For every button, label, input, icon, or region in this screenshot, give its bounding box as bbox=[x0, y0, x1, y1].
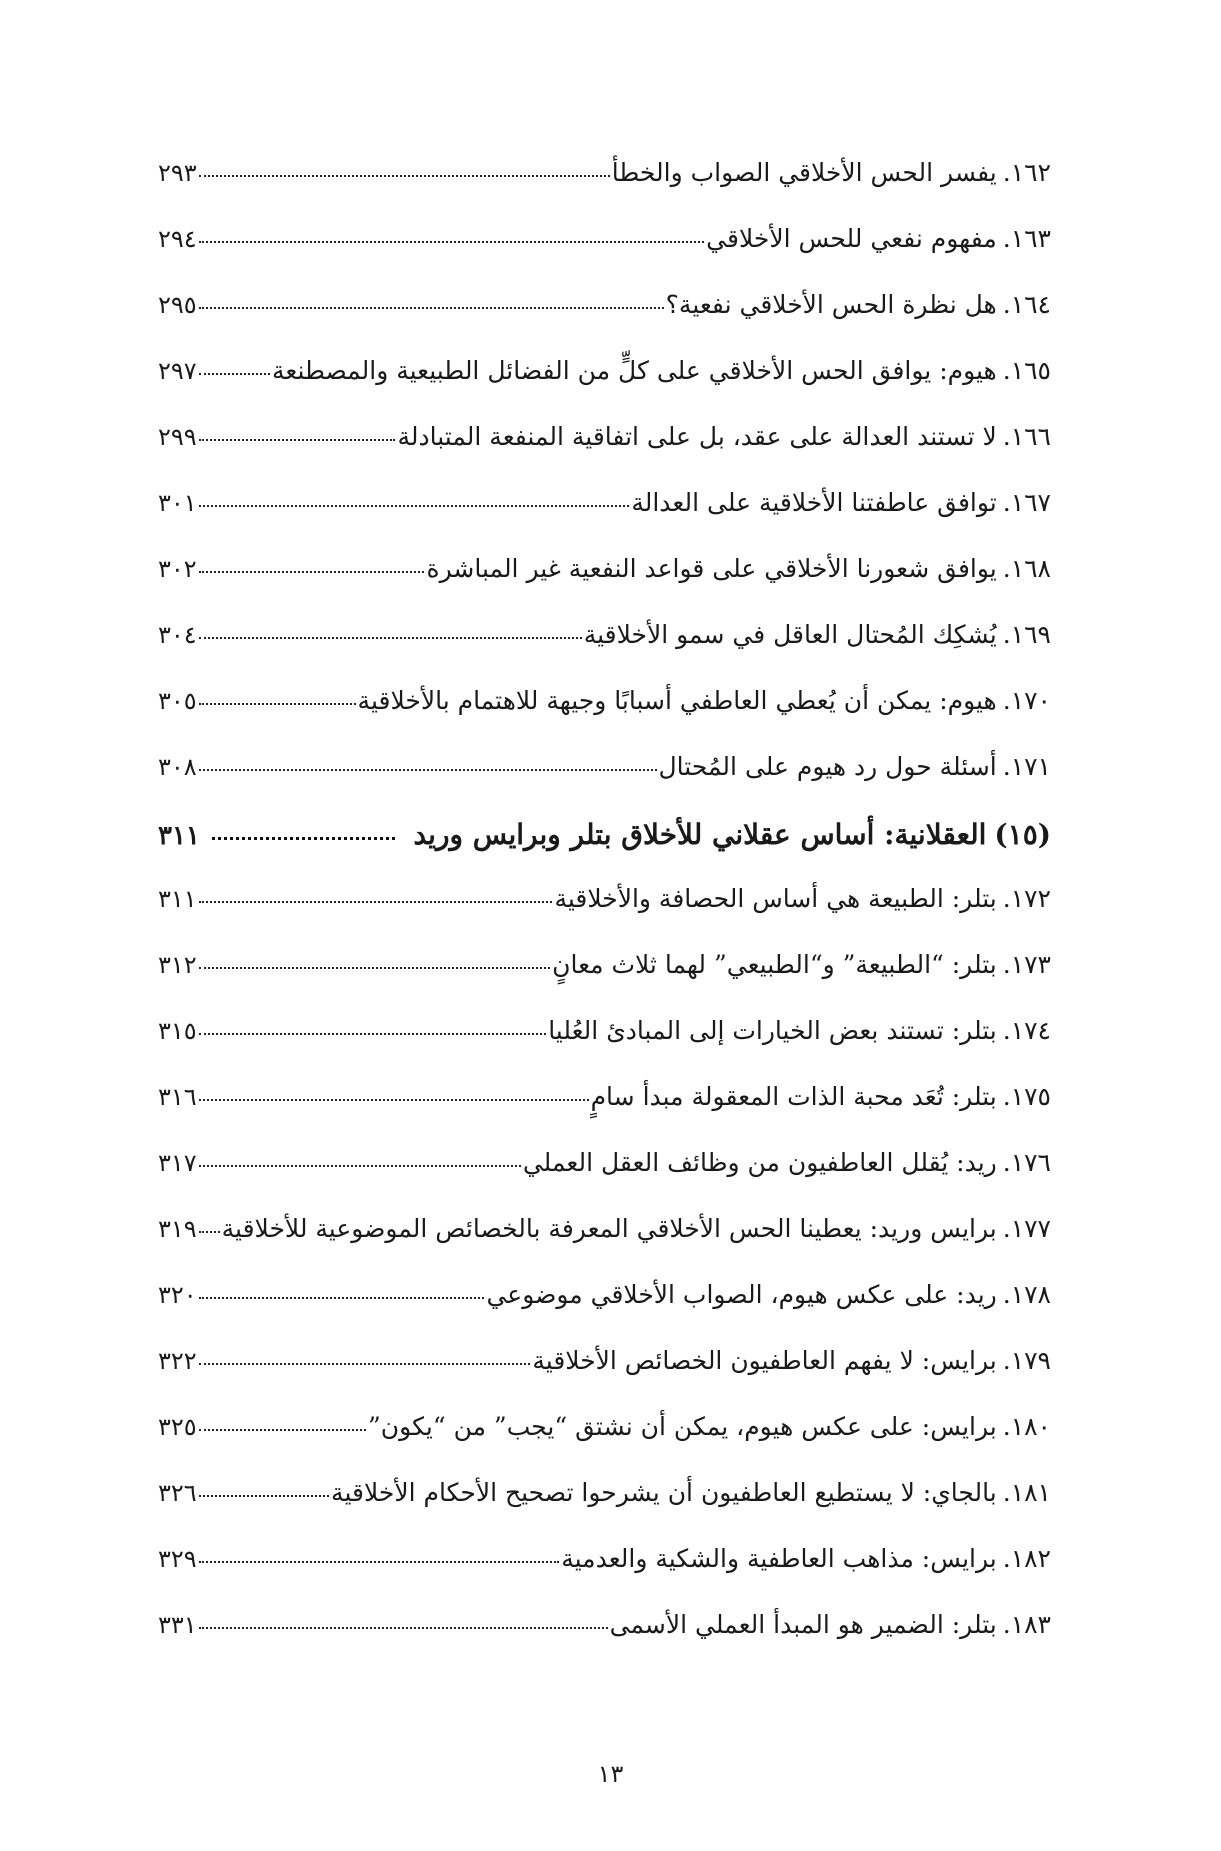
entry-number: ١٦٥. bbox=[1002, 356, 1051, 385]
dot-leader bbox=[199, 241, 705, 243]
toc-entry bbox=[158, 1016, 1051, 1082]
entry-page-number: ٣٠٨ bbox=[158, 753, 197, 781]
entry-title: توافق عاطفتنا الأخلاقية على العدالة bbox=[631, 488, 997, 517]
dot-leader bbox=[212, 837, 396, 840]
dot-leader bbox=[199, 1033, 547, 1035]
entry-title: برايس: لا يفهم العاطفيون الخصائص الأخلاقية bbox=[532, 1346, 997, 1375]
entry-number: ١٦٩. bbox=[1002, 620, 1051, 649]
dot-leader bbox=[199, 1627, 608, 1629]
entry-title: بالجاي: لا يستطيع العاطفيون أن يشرحوا تصحيح الأحكام الأخلاقية bbox=[331, 1478, 997, 1507]
entry-page-number: ٣٠٤ bbox=[158, 621, 197, 649]
entry-number: ١٧٣. bbox=[1002, 950, 1051, 979]
entry-number: ١٧٧. bbox=[1002, 1214, 1051, 1243]
entry-number: ١٨٢. bbox=[1002, 1544, 1051, 1573]
entry-title: بتلر: تُعَد محبة الذات المعقولة مبدأ سامٍ bbox=[590, 1082, 997, 1111]
entry-title: هيوم: يمكن أن يُعطي العاطفي أسبابًا وجيهة للاهتمام بالأخلاقية bbox=[357, 686, 997, 715]
entry-number: ١٦٣. bbox=[1002, 224, 1051, 253]
entry-page-number: ٢٩٤ bbox=[158, 225, 197, 253]
dot-leader bbox=[199, 571, 425, 573]
entry-title: مفهوم نفعي للحس الأخلاقي bbox=[706, 224, 997, 253]
dot-leader bbox=[199, 439, 396, 441]
page-footer bbox=[0, 1760, 1221, 1788]
entry-page-number: ٣٢٦ bbox=[158, 1479, 197, 1507]
toc-entry bbox=[158, 752, 1051, 818]
entry-title: بتلر: تستند بعض الخيارات إلى المبادئ العُليا bbox=[548, 1016, 997, 1045]
entry-page-number: ٣١١ bbox=[158, 885, 197, 913]
dot-leader bbox=[199, 505, 630, 507]
toc-entry bbox=[158, 290, 1051, 356]
toc-entry bbox=[158, 158, 1051, 224]
dot-leader bbox=[199, 637, 582, 639]
toc-section-bottom bbox=[158, 884, 1051, 1676]
toc-entry bbox=[158, 422, 1051, 488]
entry-number: ١٧٨. bbox=[1002, 1280, 1051, 1309]
entry-number: ١٧٩. bbox=[1002, 1346, 1051, 1375]
dot-leader bbox=[199, 1429, 366, 1431]
entry-page-number: ٣٣١ bbox=[158, 1611, 197, 1639]
entry-page-number: ٣٠١ bbox=[158, 489, 197, 517]
toc-entry bbox=[158, 884, 1051, 950]
entry-title: برايس وريد: يعطينا الحس الأخلاقي المعرفة بالخصائص الموضوعية للأخلاقية bbox=[221, 1214, 997, 1243]
toc-entry bbox=[158, 488, 1051, 554]
entry-page-number: ٣٢٥ bbox=[158, 1413, 197, 1441]
entry-page-number: ٣٢٠ bbox=[158, 1281, 197, 1309]
toc-entry bbox=[158, 1412, 1051, 1478]
dot-leader bbox=[199, 1099, 589, 1101]
entry-page-number: ٣١٧ bbox=[158, 1149, 197, 1177]
page-number: ١٣ bbox=[597, 1760, 624, 1788]
entry-number: ١٨١. bbox=[1002, 1478, 1051, 1507]
dot-leader bbox=[199, 1495, 329, 1497]
dot-leader bbox=[199, 901, 553, 903]
chapter-title: العقلانية: أساس عقلاني للأخلاق بتلر وبرايس وريد bbox=[413, 818, 987, 851]
dot-leader bbox=[199, 1363, 531, 1365]
entry-page-number: ٣١٩ bbox=[158, 1215, 197, 1243]
entry-number: ١٦٤. bbox=[1002, 290, 1051, 319]
toc-entry bbox=[158, 950, 1051, 1016]
entry-title: هل نظرة الحس الأخلاقي نفعية؟ bbox=[665, 290, 997, 319]
toc-entry bbox=[158, 1148, 1051, 1214]
entry-title: بتلر: الضمير هو المبدأ العملي الأسمى bbox=[609, 1610, 997, 1639]
entry-title: بتلر: الطبيعة هي أساس الحصافة والأخلاقية bbox=[554, 884, 997, 913]
entry-page-number: ٣٢٢ bbox=[158, 1347, 197, 1375]
entry-title: ريد: على عكس هيوم، الصواب الأخلاقي موضوعي bbox=[486, 1280, 997, 1309]
chapter-heading bbox=[158, 818, 1051, 884]
entry-title: ريد: يُقلل العاطفيون من وظائف العقل العملي bbox=[522, 1148, 997, 1177]
entry-number: ١٧٠. bbox=[1002, 686, 1051, 715]
entry-number: ١٧٢. bbox=[1002, 884, 1051, 913]
entry-page-number: ٣١٦ bbox=[158, 1083, 197, 1111]
dot-leader bbox=[199, 373, 270, 375]
toc-entry bbox=[158, 1544, 1051, 1610]
entry-page-number: ٢٩٧ bbox=[158, 357, 197, 385]
entry-title: يفسر الحس الأخلاقي الصواب والخطأ bbox=[611, 158, 997, 187]
toc-section-top bbox=[158, 158, 1051, 818]
entry-title: برايس: على عكس هيوم، يمكن أن نشتق “يجب” من “يكون” bbox=[368, 1412, 997, 1441]
toc-entry bbox=[158, 1214, 1051, 1280]
entry-number: ١٧٥. bbox=[1002, 1082, 1051, 1111]
dot-leader bbox=[199, 1165, 521, 1167]
table-of-contents bbox=[158, 158, 1051, 1676]
dot-leader bbox=[199, 703, 356, 705]
entry-title: بتلر: “الطبيعة” و“الطبيعي” لهما ثلاث معانٍ bbox=[552, 950, 997, 979]
toc-entry bbox=[158, 356, 1051, 422]
toc-entry bbox=[158, 1082, 1051, 1148]
entry-number: ١٦٢. bbox=[1002, 158, 1051, 187]
entry-page-number: ٢٩٣ bbox=[158, 159, 197, 187]
toc-entry bbox=[158, 554, 1051, 620]
chapter-page-number: ٣١١ bbox=[158, 821, 200, 851]
toc-entry bbox=[158, 686, 1051, 752]
entry-title: هيوم: يوافق الحس الأخلاقي على كلٍّ من الفضائل الطبيعية والمصطنعة bbox=[271, 356, 997, 385]
entry-number: ١٦٦. bbox=[1002, 422, 1051, 451]
chapter-number: (١٥) bbox=[994, 818, 1051, 851]
entry-title: يوافق شعورنا الأخلاقي على قواعد النفعية غير المباشرة bbox=[426, 554, 997, 583]
toc-entry bbox=[158, 224, 1051, 290]
entry-page-number: ٣٠٥ bbox=[158, 687, 197, 715]
entry-page-number: ٢٩٩ bbox=[158, 423, 197, 451]
entry-number: ١٧١. bbox=[1002, 752, 1051, 781]
dot-leader bbox=[199, 1561, 560, 1563]
entry-page-number: ٣٢٩ bbox=[158, 1545, 197, 1573]
entry-title: أسئلة حول رد هيوم على المُحتال bbox=[658, 752, 997, 781]
entry-title: يُشكِك المُحتال العاقل في سمو الأخلاقية bbox=[583, 620, 997, 649]
dot-leader bbox=[199, 175, 610, 177]
dot-leader bbox=[199, 1297, 485, 1299]
entry-page-number: ٣١٢ bbox=[158, 951, 197, 979]
entry-page-number: ٢٩٥ bbox=[158, 291, 197, 319]
dot-leader bbox=[199, 967, 550, 969]
entry-number: ١٨٠. bbox=[1002, 1412, 1051, 1441]
toc-entry bbox=[158, 1478, 1051, 1544]
dot-leader bbox=[199, 1231, 220, 1233]
entry-title: لا تستند العدالة على عقد، بل على اتفاقية المنفعة المتبادلة bbox=[397, 422, 997, 451]
toc-entry bbox=[158, 1346, 1051, 1412]
entry-title: برايس: مذاهب العاطفية والشكية والعدمية bbox=[561, 1544, 997, 1573]
toc-entry bbox=[158, 1610, 1051, 1676]
toc-entry bbox=[158, 620, 1051, 686]
dot-leader bbox=[199, 769, 657, 771]
entry-number: ١٧٦. bbox=[1002, 1148, 1051, 1177]
entry-number: ١٨٣. bbox=[1002, 1610, 1051, 1639]
entry-number: ١٦٨. bbox=[1002, 554, 1051, 583]
entry-number: ١٦٧. bbox=[1002, 488, 1051, 517]
entry-page-number: ٣٠٢ bbox=[158, 555, 197, 583]
entry-number: ١٧٤. bbox=[1002, 1016, 1051, 1045]
dot-leader bbox=[199, 307, 664, 309]
toc-entry bbox=[158, 1280, 1051, 1346]
entry-page-number: ٣١٥ bbox=[158, 1017, 197, 1045]
